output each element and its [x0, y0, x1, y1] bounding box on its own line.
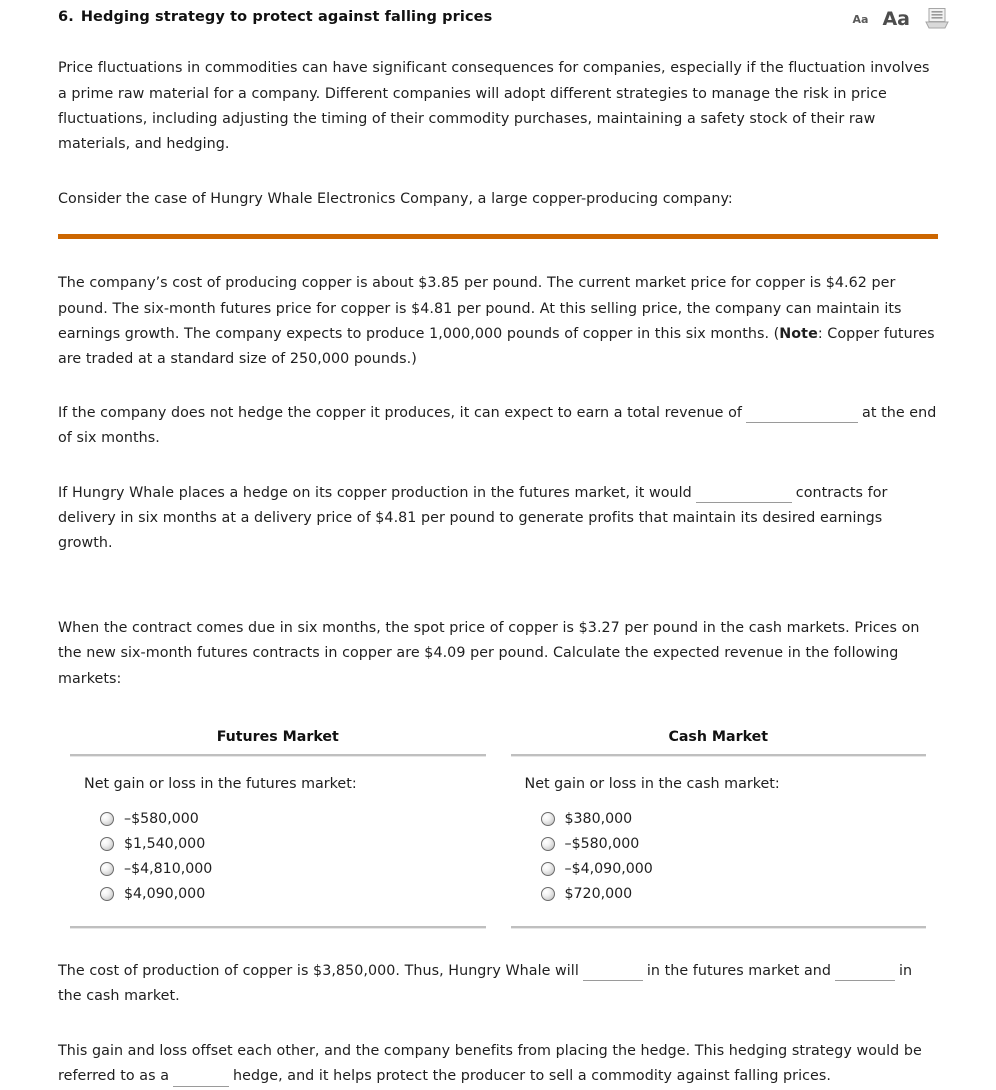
hedge-paragraph	[58, 481, 938, 557]
cash-option-4[interactable]	[541, 882, 927, 907]
decrease-font-size-button[interactable]: Aa	[852, 12, 869, 26]
cash-market-prompt: Net gain or loss in the cash market:	[524, 775, 780, 792]
radio-icon[interactable]	[541, 837, 555, 851]
intro-paragraph: Price fluctuations in commodities can have significant consequences for companies, especially if the fluctuation involves a prime raw material for a company. Different companies will adopt different strategies to manage the risk in price fluctuations, including adjusting the timing of their commodity purchases, maintaining a safety stock of their raw materials, and hedging.	[58, 60, 930, 152]
futures-column-bottom-rule	[70, 926, 486, 929]
futures-option-2-label: $1,540,000	[124, 836, 206, 853]
radio-icon[interactable]	[100, 887, 114, 901]
hedge-text-part2: contracts for delivery in six months at a delivery price of $4.81 per pound to generate profits that maintain its desired earnings growth.	[58, 484, 888, 551]
cash-market-options	[511, 794, 927, 907]
radio-icon[interactable]	[541, 887, 555, 901]
case-intro-paragraph: Consider the case of Hungry Whale Electronics Company, a large copper-producing company:	[58, 191, 733, 208]
futures-option-2[interactable]	[100, 832, 486, 857]
cash-market-result-blank[interactable]	[835, 966, 895, 981]
cost-text-part1: The cost of production of copper is $3,850,000. Thus, Hungry Whale will	[58, 962, 579, 979]
conclusion-text-part2: hedge, and it helps protect the producer to sell a commodity against falling prices.	[233, 1068, 831, 1085]
futures-market-heading: Futures Market	[216, 728, 339, 745]
cash-market-column	[511, 729, 927, 929]
futures-market-result-blank[interactable]	[583, 966, 643, 981]
hedge-text-part1: If Hungry Whale places a hedge on its copper production in the futures market, it would	[58, 484, 692, 501]
futures-market-options	[70, 794, 486, 907]
page-title	[58, 0, 938, 30]
radio-icon[interactable]	[100, 812, 114, 826]
radio-icon[interactable]	[541, 862, 555, 876]
question-number: 6.	[58, 9, 74, 25]
futures-option-4[interactable]	[100, 882, 486, 907]
increase-font-size-button[interactable]: Aa	[882, 7, 910, 30]
facts-text-part1: The company’s cost of producing copper is about $3.85 per pound. The current market price for copper is $4.62 per pound. The six-month futures price for copper is $4.81 per pound. At this selling price, the company can maintain its earnings growth. The company expects to produce 1,000,000 pounds of copper in this six months. (	[58, 275, 902, 342]
futures-option-1[interactable]	[100, 807, 486, 832]
no-hedge-paragraph	[58, 401, 938, 451]
cash-option-1-label: $380,000	[564, 811, 633, 828]
font-size-toolbar	[853, 5, 950, 33]
markets-section	[58, 729, 938, 929]
radio-icon[interactable]	[100, 862, 114, 876]
cost-text-part3: in the cash market.	[58, 962, 913, 1004]
cash-option-4-label: $720,000	[564, 886, 633, 903]
question-title-text: Hedging strategy to protect against falling prices	[80, 9, 493, 25]
futures-option-1-label: –$580,000	[124, 811, 199, 828]
futures-column-bottom	[70, 907, 486, 929]
facts-text-part2: : Copper futures are traded at a standard size of 250,000 pounds.)	[58, 325, 935, 367]
hedge-type-blank[interactable]	[173, 1072, 229, 1087]
no-hedge-text-part1: If the company does not hedge the copper it produces, it can expect to earn a total revenue of	[58, 405, 743, 422]
cash-option-3[interactable]	[541, 857, 927, 882]
printer-icon[interactable]	[924, 7, 950, 31]
conclusion-text-part1: This gain and loss offset each other, and the company benefits from placing the hedge. This hedging strategy would be referred to as a	[58, 1043, 922, 1085]
futures-market-prompt: Net gain or loss in the futures market:	[84, 775, 357, 792]
total-revenue-blank[interactable]	[746, 408, 858, 423]
cash-option-2[interactable]	[541, 832, 927, 857]
facts-paragraph	[58, 271, 938, 372]
cash-option-3-label: –$4,090,000	[564, 861, 653, 878]
cash-market-heading: Cash Market	[668, 728, 769, 745]
radio-icon[interactable]	[541, 812, 555, 826]
cash-column-bottom	[511, 907, 927, 929]
cash-option-1[interactable]	[541, 807, 927, 832]
settlement-paragraph: When the contract comes due in six months, the spot price of copper is $3.27 per pound in the cash markets. Prices on the new six-month futures contracts in copper are $4.09 per pound. Calculate the expected revenue in the following markets:	[58, 620, 920, 687]
futures-option-3[interactable]	[100, 857, 486, 882]
conclusion-paragraph	[58, 1039, 938, 1089]
note-label: Note	[779, 325, 818, 342]
cost-paragraph	[58, 959, 938, 1009]
futures-option-3-label: –$4,810,000	[124, 861, 213, 878]
cash-option-2-label: –$580,000	[564, 836, 640, 853]
cost-text-part2: in the futures market and	[646, 962, 831, 979]
cash-column-bottom-rule	[511, 926, 927, 929]
futures-option-4-label: $4,090,000	[124, 886, 206, 903]
radio-icon[interactable]	[100, 837, 114, 851]
contracts-count-blank[interactable]	[696, 488, 792, 503]
no-hedge-text-part2: at the end of six months.	[58, 405, 937, 447]
futures-market-column	[70, 729, 486, 929]
